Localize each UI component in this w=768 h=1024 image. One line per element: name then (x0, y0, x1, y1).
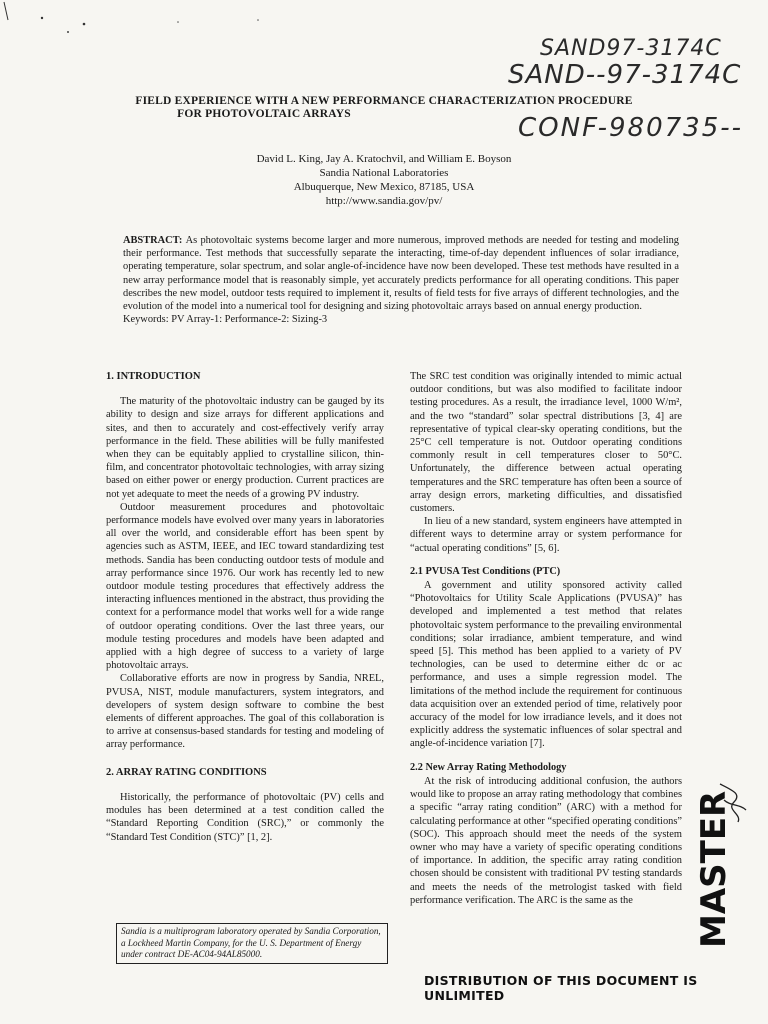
subsection-heading-array-rating: 2.2 New Array Rating Methodology (410, 761, 567, 773)
keywords: Keywords: PV Array-1: Performance-2: Sizing-3 (123, 314, 328, 326)
section-heading-array-rating: 2. ARRAY RATING CONDITIONS (106, 766, 267, 778)
author-affiliation: Sandia National Laboratories (319, 167, 449, 179)
distribution-stamp: DISTRIBUTION OF THIS DOCUMENT IS UNLIMITED (424, 973, 698, 1003)
left-column (106, 370, 384, 844)
paragraph: At the risk of introducing additional confusion, the authors would like to propose an array rating methodology that combines a specific “array rating condition” (ARC) with a method for calculating performance at other “specified operating conditions” (SOC). This approach should meet the needs of the system owner who may have a variety of specific operating conditions of importance. In addition, the specific array rating condition chosen should be consistent with traditional PV testing standards and meets the needs of the metrologist tasked with field performance verification. The ARC is the same as the (410, 775, 682, 906)
right-column (410, 370, 682, 907)
paper-title-line2: FOR PHOTOVOLTAIC ARRAYS (177, 108, 351, 120)
author-url: http://www.sandia.gov/pv/ (325, 195, 443, 207)
subsection-heading-ptc: 2.1 PVUSA Test Conditions (PTC) (410, 565, 561, 577)
paragraph: Outdoor measurement procedures and photovoltaic performance models have evolved over many years in laboratories all over the world, and considerable effort has been spent by agencies such as ASTM, IEEE, and IEC toward standardizing test methods. Sandia has been conducting outdoor tests of module and array performance since 1976. Our work has recently led to new outdoor module testing procedures that effectively address the interacting influences mentioned in the abstract, thus providing the context for a performance model that works well for a wide range of outdoor operating conditions. Over the last three years, our module testing procedures and models have been adapted and applied with a high degree of success to a variety of large photovoltaic arrays. (106, 501, 384, 672)
handwritten-report-number: SAND97-3174C (540, 36, 722, 61)
paragraph: The SRC test condition was originally intended to mimic actual outdoor conditions, but was also modified to facilitate indoor testing procedures. As a result, the irradiance level, 1000 W/m², and the two “standard” solar spectral distributions [3, 4] are representative of typical clear-sky operating conditions, but the 25°C cell temperature is not. Outdoor operating conditions commonly result in cell temperatures closer to 50°C. Unfortunately, the difference between actual operating temperatures and the SRC temperature has often been a source of array design errors, marketing difficulties, and dissatisfied customers. (410, 371, 682, 515)
author-names: David L. King, Jay A. Kratochvil, and William E. Boyson (256, 153, 512, 165)
paragraph: The maturity of the photovoltaic industry can be gauged by its ability to design and size arrays for different applications and sites, and then to accurately and cost-effectively verify array performance in the field. These abilities will be fully manifested when they can be equitably applied to crystalline silicon, thin-film, and concentrator photovoltaic technologies, with array sizing based on either power or energy production. Current practices are not yet adequate to meet the needs of a growing PV industry. (106, 396, 384, 500)
paragraph: In lieu of a new standard, system engineers have attempted in different ways to determine array or system performance for “actual operating conditions” [5, 6]. (410, 516, 682, 554)
abstract-text: As photovoltaic systems become larger and more numerous, improved methods are needed for testing and modeling their performance. Test methods that successfully separate the interacting, time-of-day dependent influences of solar irradiance, operating temperature, solar spectrum, and solar angle-of-incidence have now been developed. These test methods have resulted in a new array performance model that is reasonably simple, yet accurately predicts performance for all operating conditions. This paper describes the new model, outdoor tests required to implement it, results of field tests for five arrays of different technologies, and the evolution of the model into a numerical tool for designing and sizing photovoltaic arrays based on annual energy production. (123, 235, 679, 313)
paragraph: A government and utility sponsored activity called “Photovoltaics for Utility Scale Applications (PVUSA)” has developed and implemented a test method that relates photovoltaic system performance to the prevailing environmental conditions; solar irradiance, ambient temperature, and wind speed [5]. This method has been applied to a variety of PV technologies, can be used to determine either dc or ac performance, and uses a simple regression model. The limitations of the method include the requirement for continuous data acquisition over an extended period of time, relatively poor accuracy of the model for low irradiance levels, and it does not explicitly address the systematic influences of solar spectral and angle-of-incidence variation [7]. (410, 580, 682, 750)
paragraph: Collaborative efforts are now in progress by Sandia, NREL, PVUSA, NIST, module manufacturers, system integrators, and developers of system design software to combine the best elements of different approaches. The goal of this collaboration is to arrive at consensus-based standards for testing and modeling of array performance. (106, 673, 384, 751)
abstract (123, 234, 679, 326)
handwritten-conf-number: CONF-980735-- (518, 113, 743, 143)
paragraph: Historically, the performance of photovoltaic (PV) cells and modules has been determined at a test condition called the “Standard Reporting Condition (SRC),” or commonly the “Standard Test Condition (STC)” [1, 2]. (106, 791, 384, 843)
handwritten-report-number-2: SAND--97-3174C (508, 60, 742, 90)
paper-title-line1: FIELD EXPERIENCE WITH A NEW PERFORMANCE CHARACTERIZATION PROCEDURE (135, 95, 633, 107)
author-location: Albuquerque, New Mexico, 87185, USA (293, 181, 475, 193)
abstract-label: ABSTRACT: (123, 235, 183, 246)
scan-specks (0, 0, 300, 40)
master-stamp: MASTER (694, 790, 734, 948)
funding-footnote: Sandia is a multiprogram laboratory operated by Sandia Corporation, a Lockheed Martin Company, for the U. S. Department of Energy under contract DE-AC04-94AL85000. (116, 923, 388, 964)
section-heading-introduction: 1. INTRODUCTION (106, 371, 201, 382)
